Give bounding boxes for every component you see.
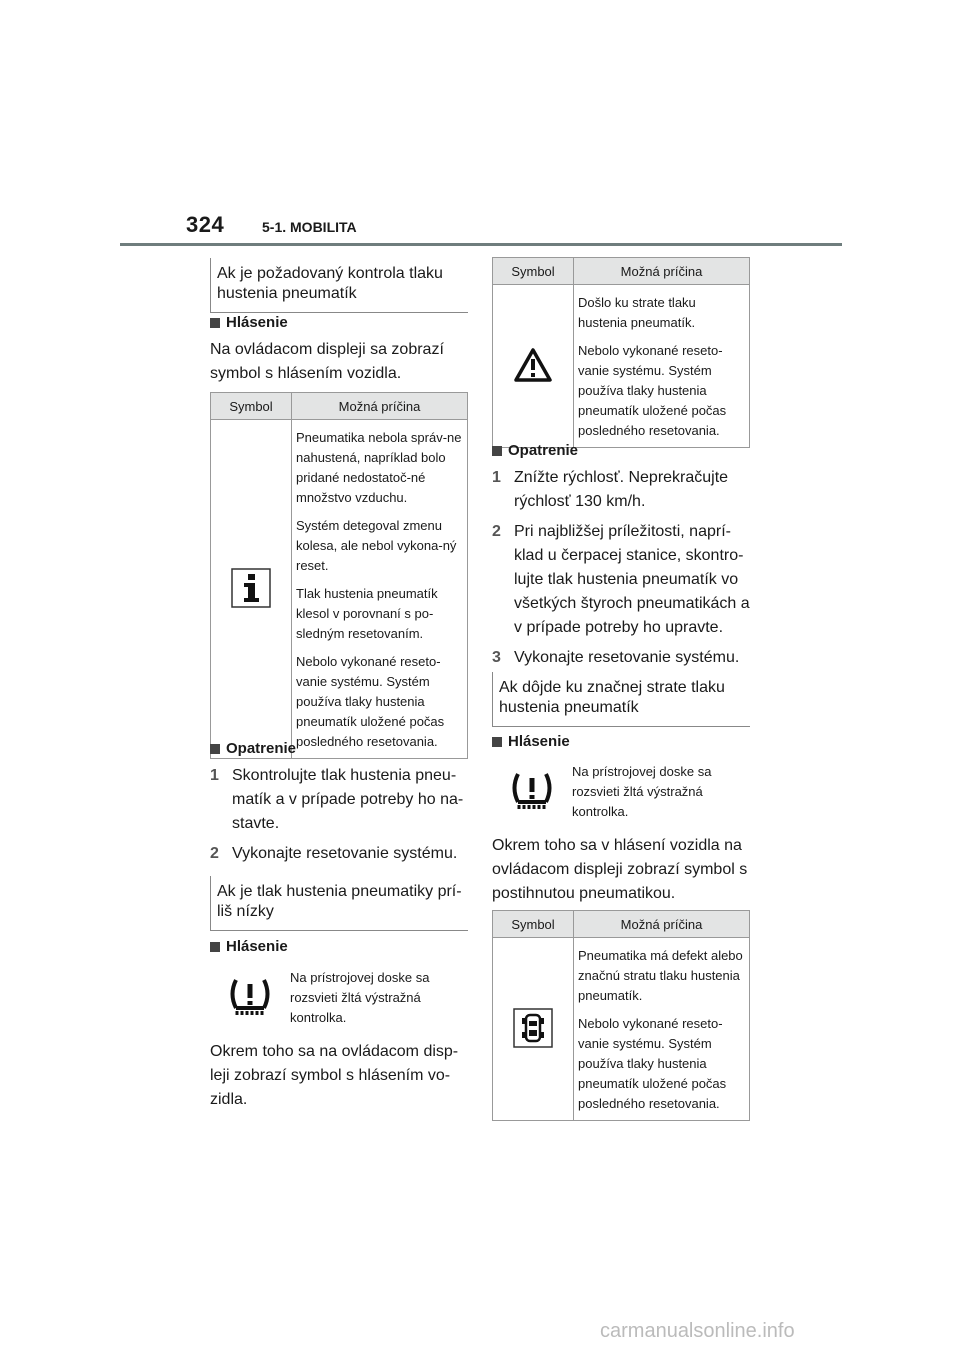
- lamp-description: Na prístrojovej doske sa rozsvieti žltá výstražná kontrolka.: [572, 764, 712, 819]
- section-heading-hlasenie: Hlásenie: [210, 314, 468, 331]
- cause-text: Došlo ku strate tlaku hustenia pneumatík.: [578, 295, 696, 330]
- section-heading-opatrenie: Opatrenie: [492, 442, 750, 459]
- cause-text: Nebolo vykonané reseto-vanie systému. Systém používa tlaky hustenia pneumatík uložené počas posledného resetovania.: [578, 1016, 727, 1111]
- header-divider: [120, 243, 842, 246]
- list-item: 2 Pri najbližšej príležitosti, naprí-klad u čerpacej stanice, skontro-lujte tlak hustenia pneumatík vo všetkých štyroch pneumatikách a v prípade potreby ho upravte.: [492, 523, 750, 636]
- bullet-square-icon: [210, 318, 220, 328]
- right-box-title: Ak dôjde ku značnej strate tlaku hustenia pneumatík: [492, 672, 750, 727]
- cause-cell: [292, 420, 468, 759]
- section-heading-hlasenie: Hlásenie: [210, 938, 468, 955]
- page-number: 324: [186, 212, 225, 237]
- watermark: carmanualsonline.info: [600, 1320, 795, 1342]
- table-header: Symbol: [493, 258, 574, 285]
- cause-text: Systém detegoval zmenu kolesa, ale nebol vykona-ný reset.: [296, 518, 457, 573]
- cause-cell: [574, 285, 750, 448]
- paragraph: Okrem toho sa na ovládacom disp-leji zobrazí symbol s hlásením vo-zidla.: [210, 1043, 459, 1108]
- section-heading-hlasenie: Hlásenie: [492, 733, 750, 750]
- tire-pressure-warning-icon: [509, 770, 555, 814]
- list-item: 1 Skontrolujte tlak hustenia pneu-matík a v prípade potreby ho na-stavte.: [210, 767, 464, 832]
- warning-triangle-icon: [513, 347, 553, 383]
- cause-text: Tlak hustenia pneumatík klesol v porovnaní s po-sledným resetovaním.: [296, 586, 438, 641]
- symbol-table-3: [492, 910, 750, 1121]
- cause-text: Nebolo vykonané reseto-vanie systému. Systém používa tlaky hustenia pneumatík uložené počas posledného resetovania.: [578, 343, 727, 438]
- lamp-description: Na prístrojovej doske sa rozsvieti žltá výstražná kontrolka.: [290, 970, 430, 1025]
- table-header: Možná príčina: [574, 911, 750, 938]
- bullet-square-icon: [210, 942, 220, 952]
- list-item: 3 Vykonajte resetovanie systému.: [492, 649, 740, 666]
- bullet-square-icon: [492, 737, 502, 747]
- cause-text: Pneumatika nebola správ-ne nahustená, napríklad bolo pridané nedostatoč-né množstvo vzduchu.: [296, 430, 462, 505]
- car-tire-icon: [513, 1008, 553, 1048]
- table-header: Možná príčina: [574, 258, 750, 285]
- info-icon: [231, 568, 271, 608]
- bullet-square-icon: [210, 744, 220, 754]
- table-header: Symbol: [211, 393, 292, 420]
- chapter-title: 5-1. MOBILITA: [262, 219, 357, 235]
- table-header: Symbol: [493, 911, 574, 938]
- tire-pressure-warning-icon: [227, 976, 273, 1020]
- symbol-cell: [493, 938, 574, 1121]
- symbol-cell: [493, 285, 574, 448]
- warning-lamp-row: [492, 762, 750, 822]
- list-item: 1 Znížte rýchlosť. Neprekračujte rýchlosť 130 km/h.: [492, 469, 729, 510]
- list-item: 2 Vykonajte resetovanie systému.: [210, 845, 458, 862]
- cause-cell: [574, 938, 750, 1121]
- symbol-table-2: [492, 257, 750, 448]
- table-header: Možná príčina: [292, 393, 468, 420]
- left-box-title-2: Ak je tlak hustenia pneumatiky prí-liš nízky: [210, 876, 468, 931]
- symbol-cell: [211, 420, 292, 759]
- cause-text: Pneumatika má defekt alebo značnú stratu tlaku hustenia pneumatík.: [578, 948, 743, 1003]
- cause-text: Nebolo vykonané reseto-vanie systému. Systém používa tlaky hustenia pneumatík uložené počas posledného resetovania.: [296, 654, 445, 749]
- section-heading-opatrenie: Opatrenie: [210, 740, 468, 757]
- left-box-title-1: Ak je požadovaný kontrola tlaku hustenia pneumatík: [210, 258, 468, 313]
- paragraph: Okrem toho sa v hlásení vozidla na ovládacom displeji zobrazí symbol s postihnutou pneumatikou.: [492, 837, 748, 902]
- symbol-table-1: [210, 392, 468, 759]
- warning-lamp-row: [210, 968, 468, 1028]
- steps-list: [492, 466, 750, 676]
- bullet-square-icon: [492, 446, 502, 456]
- steps-list: [210, 764, 468, 872]
- paragraph: Na ovládacom displeji sa zobrazí symbol s hlásením vozidla.: [210, 341, 444, 382]
